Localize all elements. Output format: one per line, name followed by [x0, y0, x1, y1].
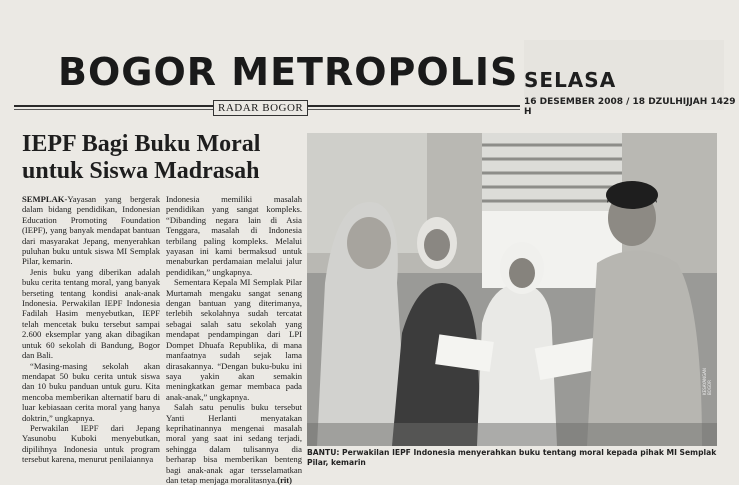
paragraph: Sementara Kepala MI Semplak Pilar Murtamah mengaku sangat senang dengan bantuan yang diterimanya, terlebih sekolahnya sudah tercatat sebagai salah satu sekolah yang mendapat pendampingan dari LPI Dompet Dhuafa Republika, di mana manfaatnya sudah sejak lama dirasakannya. “Dengan buku-buku ini saya yakin akan semakin meningkatkan gemar membaca pada anak-anak,” ungkapnya.: [166, 277, 302, 402]
paragraph: SEMPLAK-Yayasan yang bergerak dalam bidang pendidikan, Indonesian Education Promoting Foundation (IEPF), yang banyak mendapat bantuan dari masyarakat Jepang, menyerahkan puluhan buku untuk siswa MI Semplak Pilar, kemarin.: [22, 194, 160, 267]
masthead-day: SELASA: [524, 68, 617, 92]
byline: (rit): [277, 474, 292, 485]
news-photo: [307, 133, 717, 446]
article-column-1: [22, 194, 160, 465]
paragraph: Jenis buku yang diberikan adalah buku cerita tentang moral, yang banyak berseting tentang kondisi anak-anak Indonesia. Perwakilan IEPF Indonesia Fadilah Hasim menyebutkan, IEPF telah mencetak buku tersebut sampai 2.600 eksemplar yang akan dibagikan untuk 60 sekolah di Bandung, Bogor dan Bali.: [22, 266, 160, 361]
paragraph: Perwakilan IEPF dari Jepang Yasunobu Kuboki menyebutkan, dipilihnya Indonesia untuk program tersebut karena, menurut penilaiannya: [22, 422, 160, 465]
article-column-2: [166, 194, 302, 485]
paragraph: Salah satu penulis buku tersebut Yanti Herlanti menyatakan keprihatinannya mengenai masalah moral yang saat ini sedang terjadi, sehingga dalam tulisannya dia berharap bisa memberikan benteng bagi anak-anak agar tersselamatkan dan tetap menjaga moralitasnya.(rit): [166, 402, 302, 485]
photo-credit: KESAYANGAN BOGOR: [702, 368, 712, 395]
article-headline: IEPF Bagi Buku Moral untuk Siswa Madrasah: [22, 131, 261, 184]
masthead-title: BOGOR METROPOLIS: [58, 50, 519, 94]
paragraph: Indonesia memiliki masalah pendidikan yang sangat kompleks. “Dibanding negara lain di Asia Tenggara, masalah di Indonesia terbilang paling kompleks. Melalui yayasan ini kami bermaksud untuk menaburkan perdamaian melalui jalur pendidikan,” ungkapnya.: [166, 194, 302, 277]
photo-caption: BANTU: Perwakilan IEPF Indonesia menyerahkan buku tentang moral kepada pihak MI Semplak Pilar, kemarin: [307, 448, 717, 467]
dateline: SEMPLAK-: [22, 194, 68, 204]
paragraph: “Masing-masing sekolah akan mendapat 50 buku cerita untuk siswa dan 10 buku panduan untuk guru. Kita mencoba memberikan alternatif baru di luar kebiasaan cerita moral yang hanya doktrin,” ungkapnya.: [22, 360, 160, 423]
masthead-date: 16 DESEMBER 2008 / 18 DZULHIJJAH 1429 H: [524, 97, 736, 117]
section-label: RADAR BOGOR: [213, 100, 308, 116]
photo-illustration: [307, 133, 717, 446]
